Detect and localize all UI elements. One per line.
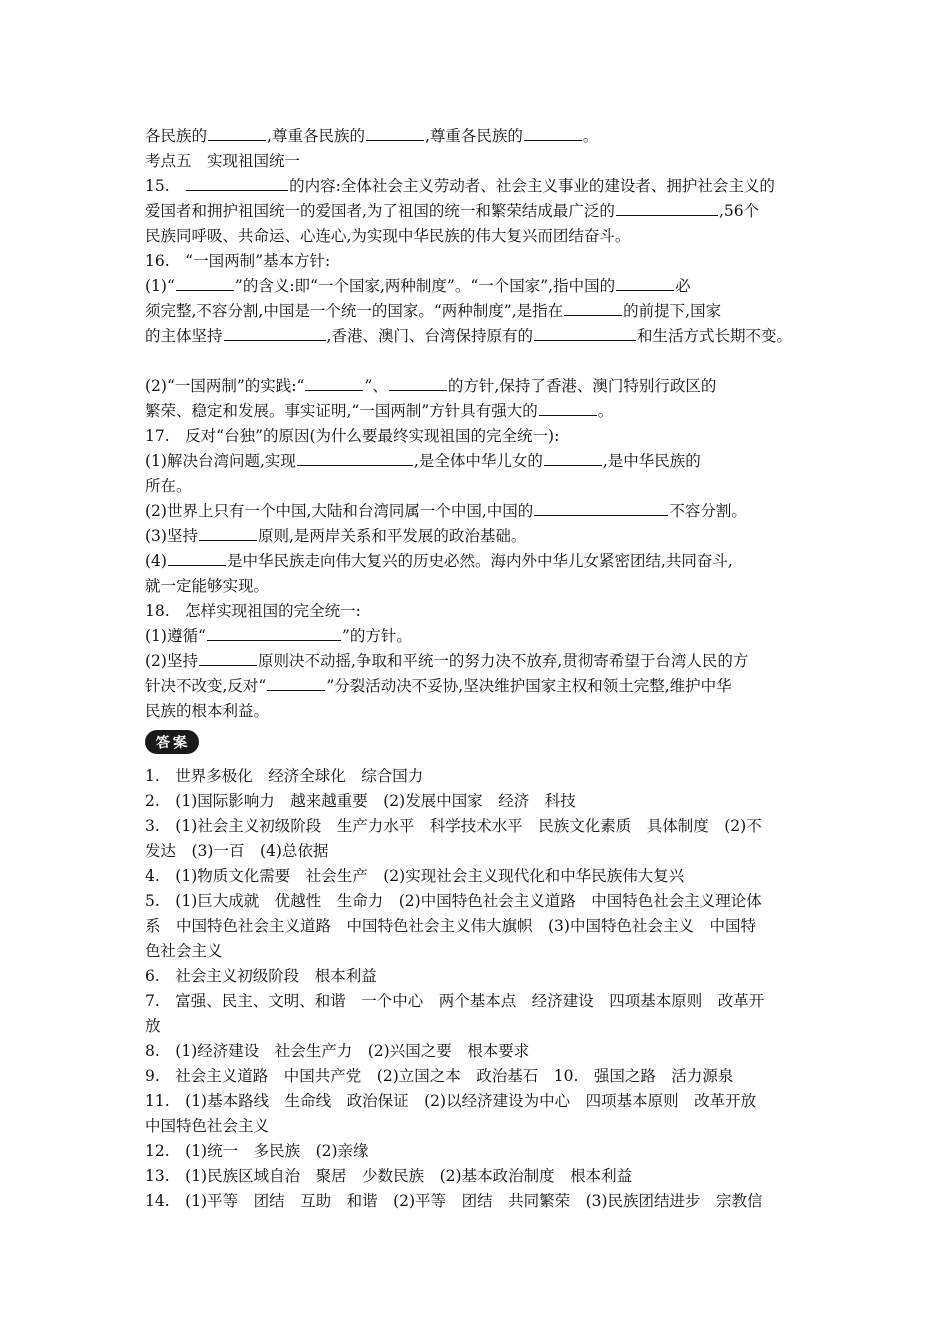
answer-line: 1. 世界多极化 经济全球化 综合国力 <box>145 767 424 785</box>
question-text: 17. 反对“台独”的原因(为什么要最终实现祖国的完全统一): <box>145 427 560 445</box>
fill-in-blank[interactable] <box>366 124 424 141</box>
question-text: (1)解决台湾问题,实现 <box>145 452 296 470</box>
question-line <box>145 449 815 474</box>
fill-in-blank[interactable] <box>267 674 325 691</box>
answer-line: 6. 社会主义初级阶段 根本利益 <box>145 967 377 985</box>
question-text: ”、 <box>364 377 388 395</box>
question-text: 。 <box>597 402 614 420</box>
question-text: ,是中华民族的 <box>602 452 701 470</box>
question-text: ,香港、澳门、台湾保持原有的 <box>326 327 533 345</box>
blank-gap <box>145 349 815 374</box>
answer-line: 中国特色社会主义 <box>145 1117 270 1135</box>
fill-in-blank[interactable] <box>305 374 363 391</box>
question-line <box>145 249 815 274</box>
question-text: 原则,是两岸关系和平发展的政治基础。 <box>257 527 527 545</box>
answer-line: 13. (1)民族区域自治 聚居 少数民族 (2)基本政治制度 根本利益 <box>145 1167 633 1185</box>
answer-line: 14. (1)平等 团结 互助 和谐 (2)平等 团结 共同繁荣 (3)民族团结进步 宗教信 <box>145 1192 763 1210</box>
question-line <box>145 574 815 599</box>
answer-line: 3. (1)社会主义初级阶段 生产力水平 科学技术水平 民族文化素质 具体制度 (2)不 <box>145 817 762 835</box>
fill-in-blank[interactable] <box>297 449 413 466</box>
answer-line: 放 <box>145 1017 161 1035</box>
fill-in-blank[interactable] <box>564 299 622 316</box>
fill-in-blank[interactable] <box>616 274 674 291</box>
fill-in-blank[interactable] <box>199 649 257 666</box>
answer-line: 9. 社会主义道路 中国共产党 (2)立国之本 政治基石 10. 强国之路 活力源泉 <box>145 1067 734 1085</box>
answer-badge-char-1: 答 <box>155 734 173 752</box>
answer-line: 12. (1)统一 多民族 (2)亲缘 <box>145 1142 369 1160</box>
question-text: 的内容:全体社会主义劳动者、社会主义事业的建设者、拥护社会主义的 <box>289 177 775 195</box>
question-line <box>145 599 815 624</box>
question-section <box>145 124 815 724</box>
answer-line: 4. (1)物质文化需要 社会生产 (2)实现社会主义现代化和中华民族伟大复兴 <box>145 867 685 885</box>
answer-badge-char-2: 案 <box>172 734 190 752</box>
answer-line: 色社会主义 <box>145 942 223 960</box>
question-text: 的方针,保持了香港、澳门特别行政区的 <box>447 377 717 395</box>
question-text: (2)“一国两制”的实践:“ <box>145 377 305 395</box>
question-text: 是中华民族走向伟大复兴的历史必然。海内外中华儿女紧密团结,共同奋斗, <box>226 552 733 570</box>
question-text: 15. <box>145 177 186 195</box>
question-text: 各民族的 <box>145 127 208 145</box>
question-line <box>145 324 815 349</box>
question-text: 原则决不动摇,争取和平统一的努力决不放弃,贯彻寄希望于台湾人民的方 <box>257 652 749 670</box>
answer-line: 2. (1)国际影响力 越来越重要 (2)发展中国家 经济 科技 <box>145 792 576 810</box>
question-text: 爱国者和拥护祖国统一的爱国者,为了祖国的统一和繁荣结成最广泛的 <box>145 202 615 220</box>
question-text: (2)世界上只有一个中国,大陆和台湾同属一个中国,中国的 <box>145 502 534 520</box>
question-line <box>145 699 815 724</box>
question-line <box>145 474 815 499</box>
question-text: 16. “一国两制”基本方针: <box>145 252 331 270</box>
question-line <box>145 174 815 199</box>
fill-in-blank[interactable] <box>544 449 602 466</box>
answer-line: 5. (1)巨大成就 优越性 生命力 (2)中国特色社会主义道路 中国特色社会主义理论体 <box>145 892 762 910</box>
fill-in-blank[interactable] <box>534 499 668 516</box>
fill-in-blank[interactable] <box>539 399 597 416</box>
question-text: 所在。 <box>145 477 192 495</box>
question-text: 和生活方式长期不变。 <box>636 327 792 345</box>
answer-line: 7. 富强、民主、文明、和谐 一个中心 两个基本点 经济建设 四项基本原则 改革开 <box>145 992 765 1010</box>
question-text: (1)遵循“ <box>145 627 206 645</box>
question-text: 的主体坚持 <box>145 327 223 345</box>
question-text: ,是全体中华儿女的 <box>413 452 543 470</box>
question-text: ”的方针。 <box>341 627 412 645</box>
answer-section <box>145 764 815 1214</box>
question-line <box>145 199 815 224</box>
question-text: 就一定能够实现。 <box>145 577 270 595</box>
question-text: 考点五 实现祖国统一 <box>145 152 301 170</box>
question-line <box>145 549 815 574</box>
question-text: 必 <box>675 277 691 295</box>
answer-line: 系 中国特色社会主义道路 中国特色社会主义伟大旗帜 (3)中国特色社会主义 中国特 <box>145 917 756 935</box>
question-text: (3)坚持 <box>145 527 198 545</box>
question-line <box>145 374 815 399</box>
answer-line: 发达 (3)一百 (4)总依据 <box>145 842 329 860</box>
question-line <box>145 224 815 249</box>
question-text: (1)“ <box>145 277 175 295</box>
question-line <box>145 274 815 299</box>
question-line <box>145 524 815 549</box>
question-text: ”的含义:即“一个国家,两种制度”。“一个国家”,指中国的 <box>234 277 616 295</box>
fill-in-blank[interactable] <box>534 324 636 341</box>
question-text: ”分裂活动决不妥协,坚决维护国家主权和领土完整,维护中华 <box>326 677 732 695</box>
question-line <box>145 299 815 324</box>
question-text: (2)坚持 <box>145 652 198 670</box>
fill-in-blank[interactable] <box>208 124 266 141</box>
fill-in-blank[interactable] <box>224 324 326 341</box>
question-line <box>145 149 815 174</box>
question-line <box>145 674 815 699</box>
question-line <box>145 624 815 649</box>
fill-in-blank[interactable] <box>524 124 582 141</box>
question-text: 民族的根本利益。 <box>145 702 270 720</box>
question-text: 须完整,不容分割,中国是一个统一的国家。“两种制度”,是指在 <box>145 302 564 320</box>
answer-badge <box>145 730 199 754</box>
question-line <box>145 424 815 449</box>
fill-in-blank[interactable] <box>616 199 718 216</box>
fill-in-blank[interactable] <box>168 549 226 566</box>
fill-in-blank[interactable] <box>199 524 257 541</box>
question-text: (4) <box>145 552 167 570</box>
answer-line: 8. (1)经济建设 社会生产力 (2)兴国之要 根本要求 <box>145 1042 530 1060</box>
question-text: ,56个 <box>718 202 760 220</box>
fill-in-blank[interactable] <box>389 374 447 391</box>
fill-in-blank[interactable] <box>176 274 234 291</box>
fill-in-blank[interactable] <box>207 624 341 641</box>
question-text: 针决不改变,反对“ <box>145 677 267 695</box>
question-text: 的前提下,国家 <box>623 302 722 320</box>
question-line <box>145 399 815 424</box>
question-text: 。 <box>582 127 599 145</box>
question-line <box>145 649 815 674</box>
question-text: 民族同呼吸、共命运、心连心,为实现中华民族的伟大复兴而团结奋斗。 <box>145 227 631 245</box>
question-text: ,尊重各民族的 <box>424 127 523 145</box>
question-line <box>145 124 815 149</box>
question-text: 不容分割。 <box>669 502 747 520</box>
question-text: ,尊重各民族的 <box>267 127 365 145</box>
question-text: 18. 怎样实现祖国的完全统一: <box>145 602 361 620</box>
answer-line: 11. (1)基本路线 生命线 政治保证 (2)以经济建设为中心 四项基本原则 改革开放 <box>145 1092 757 1110</box>
fill-in-blank[interactable] <box>186 174 288 191</box>
question-line <box>145 499 815 524</box>
question-text: 繁荣、稳定和发展。事实证明,“一国两制”方针具有强大的 <box>145 402 538 420</box>
worksheet-page <box>145 124 815 1214</box>
